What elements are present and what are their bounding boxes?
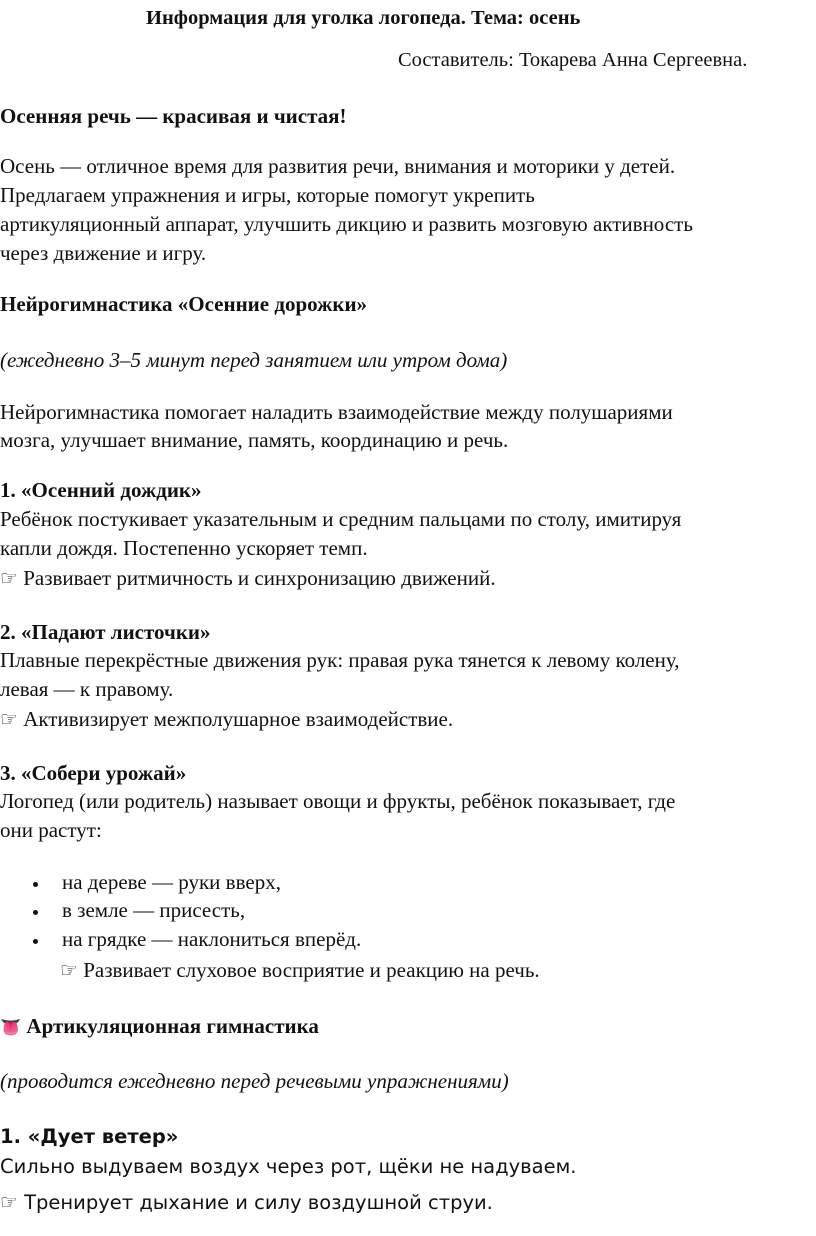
neuro-line: Нейрогимнастика помогает наладить взаимодействие между полушариями — [0, 400, 673, 424]
intro-line: Осень — отличное время для развития речи, внимания и моторики у детей. — [0, 154, 676, 178]
benefit-text: Тренирует дыхание и силу воздушной струи. — [24, 1191, 493, 1214]
bullet-dot — [33, 882, 38, 887]
neuro-line: мозга, улучшает внимание, память, координацию и речь. — [0, 428, 509, 452]
intro-line: артикуляционный аппарат, улучшить дикцию и развить мозговую активность — [0, 212, 693, 236]
exercise-title: 2. «Падают листочки» — [0, 620, 211, 644]
neuro-heading: Нейрогимнастика «Осенние дорожки» — [0, 292, 368, 316]
benefit-text: Активизирует межполушарное взаимодействие. — [23, 707, 454, 731]
exercise-line: левая — к правому. — [0, 677, 174, 701]
exercise-line: Плавные перекрёстные движения рук: правая рука тянется к левому колену, — [0, 648, 680, 672]
pointing-hand-icon: ☞ — [0, 566, 18, 590]
benefit-text: Развивает ритмичность и синхронизацию движений. — [23, 566, 496, 590]
benefit-text: Развивает слуховое восприятие и реакцию на речь. — [83, 958, 540, 982]
intro-line: через движение и игру. — [0, 241, 207, 265]
pointing-hand-icon: ☞ — [0, 1190, 18, 1214]
exercise-line: Ребёнок постукивает указательным и средним пальцами по столу, имитируя — [0, 507, 682, 531]
document-title: Информация для уголка логопеда. Тема: осень — [146, 7, 581, 29]
bullet-dot — [33, 910, 38, 915]
bullet-item: на дереве — руки вверх, — [62, 870, 281, 894]
artic-heading-text: Артикуляционная гимнастика — [26, 1014, 319, 1038]
exercise-line: Сильно выдуваем воздух через рот, щёки не надуваем. — [0, 1155, 577, 1178]
exercise-line: капли дождя. Постепенно ускоряет темп. — [0, 536, 368, 560]
bullet-item: на грядке — наклониться вперёд. — [62, 927, 362, 951]
exercise-benefit — [0, 709, 453, 730]
exercise-line: Логопед (или родитель) называет овощи и фрукты, ребёнок показывает, где — [0, 789, 676, 813]
pointing-hand-icon: ☞ — [0, 707, 18, 731]
bullet-item: в земле — присесть, — [62, 898, 246, 922]
neuro-note: (ежедневно 3–5 минут перед занятием или утром дома) — [0, 348, 508, 372]
tongue-icon: 👅 — [0, 1018, 22, 1038]
exercise-line: они растут: — [0, 818, 102, 842]
pointing-hand-icon: ☞ — [60, 958, 78, 982]
exercise-title: 1. «Осенний дождик» — [0, 478, 202, 502]
exercise-title: 1. «Дует ветер» — [0, 1125, 179, 1148]
document-author: Составитель: Токарева Анна Сергеевна. — [398, 49, 748, 71]
exercise-benefit — [0, 1192, 493, 1213]
exercise-benefit — [0, 568, 496, 589]
intro-line: Предлагаем упражнения и игры, которые помогут укрепить — [0, 183, 535, 207]
artic-heading — [0, 1016, 319, 1037]
artic-note: (проводится ежедневно перед речевыми упражнениями) — [0, 1069, 509, 1093]
intro-heading: Осенняя речь — красивая и чистая! — [0, 104, 347, 128]
bullet-dot — [33, 939, 38, 944]
exercise-title: 3. «Собери урожай» — [0, 761, 187, 785]
exercise-benefit — [60, 960, 540, 981]
